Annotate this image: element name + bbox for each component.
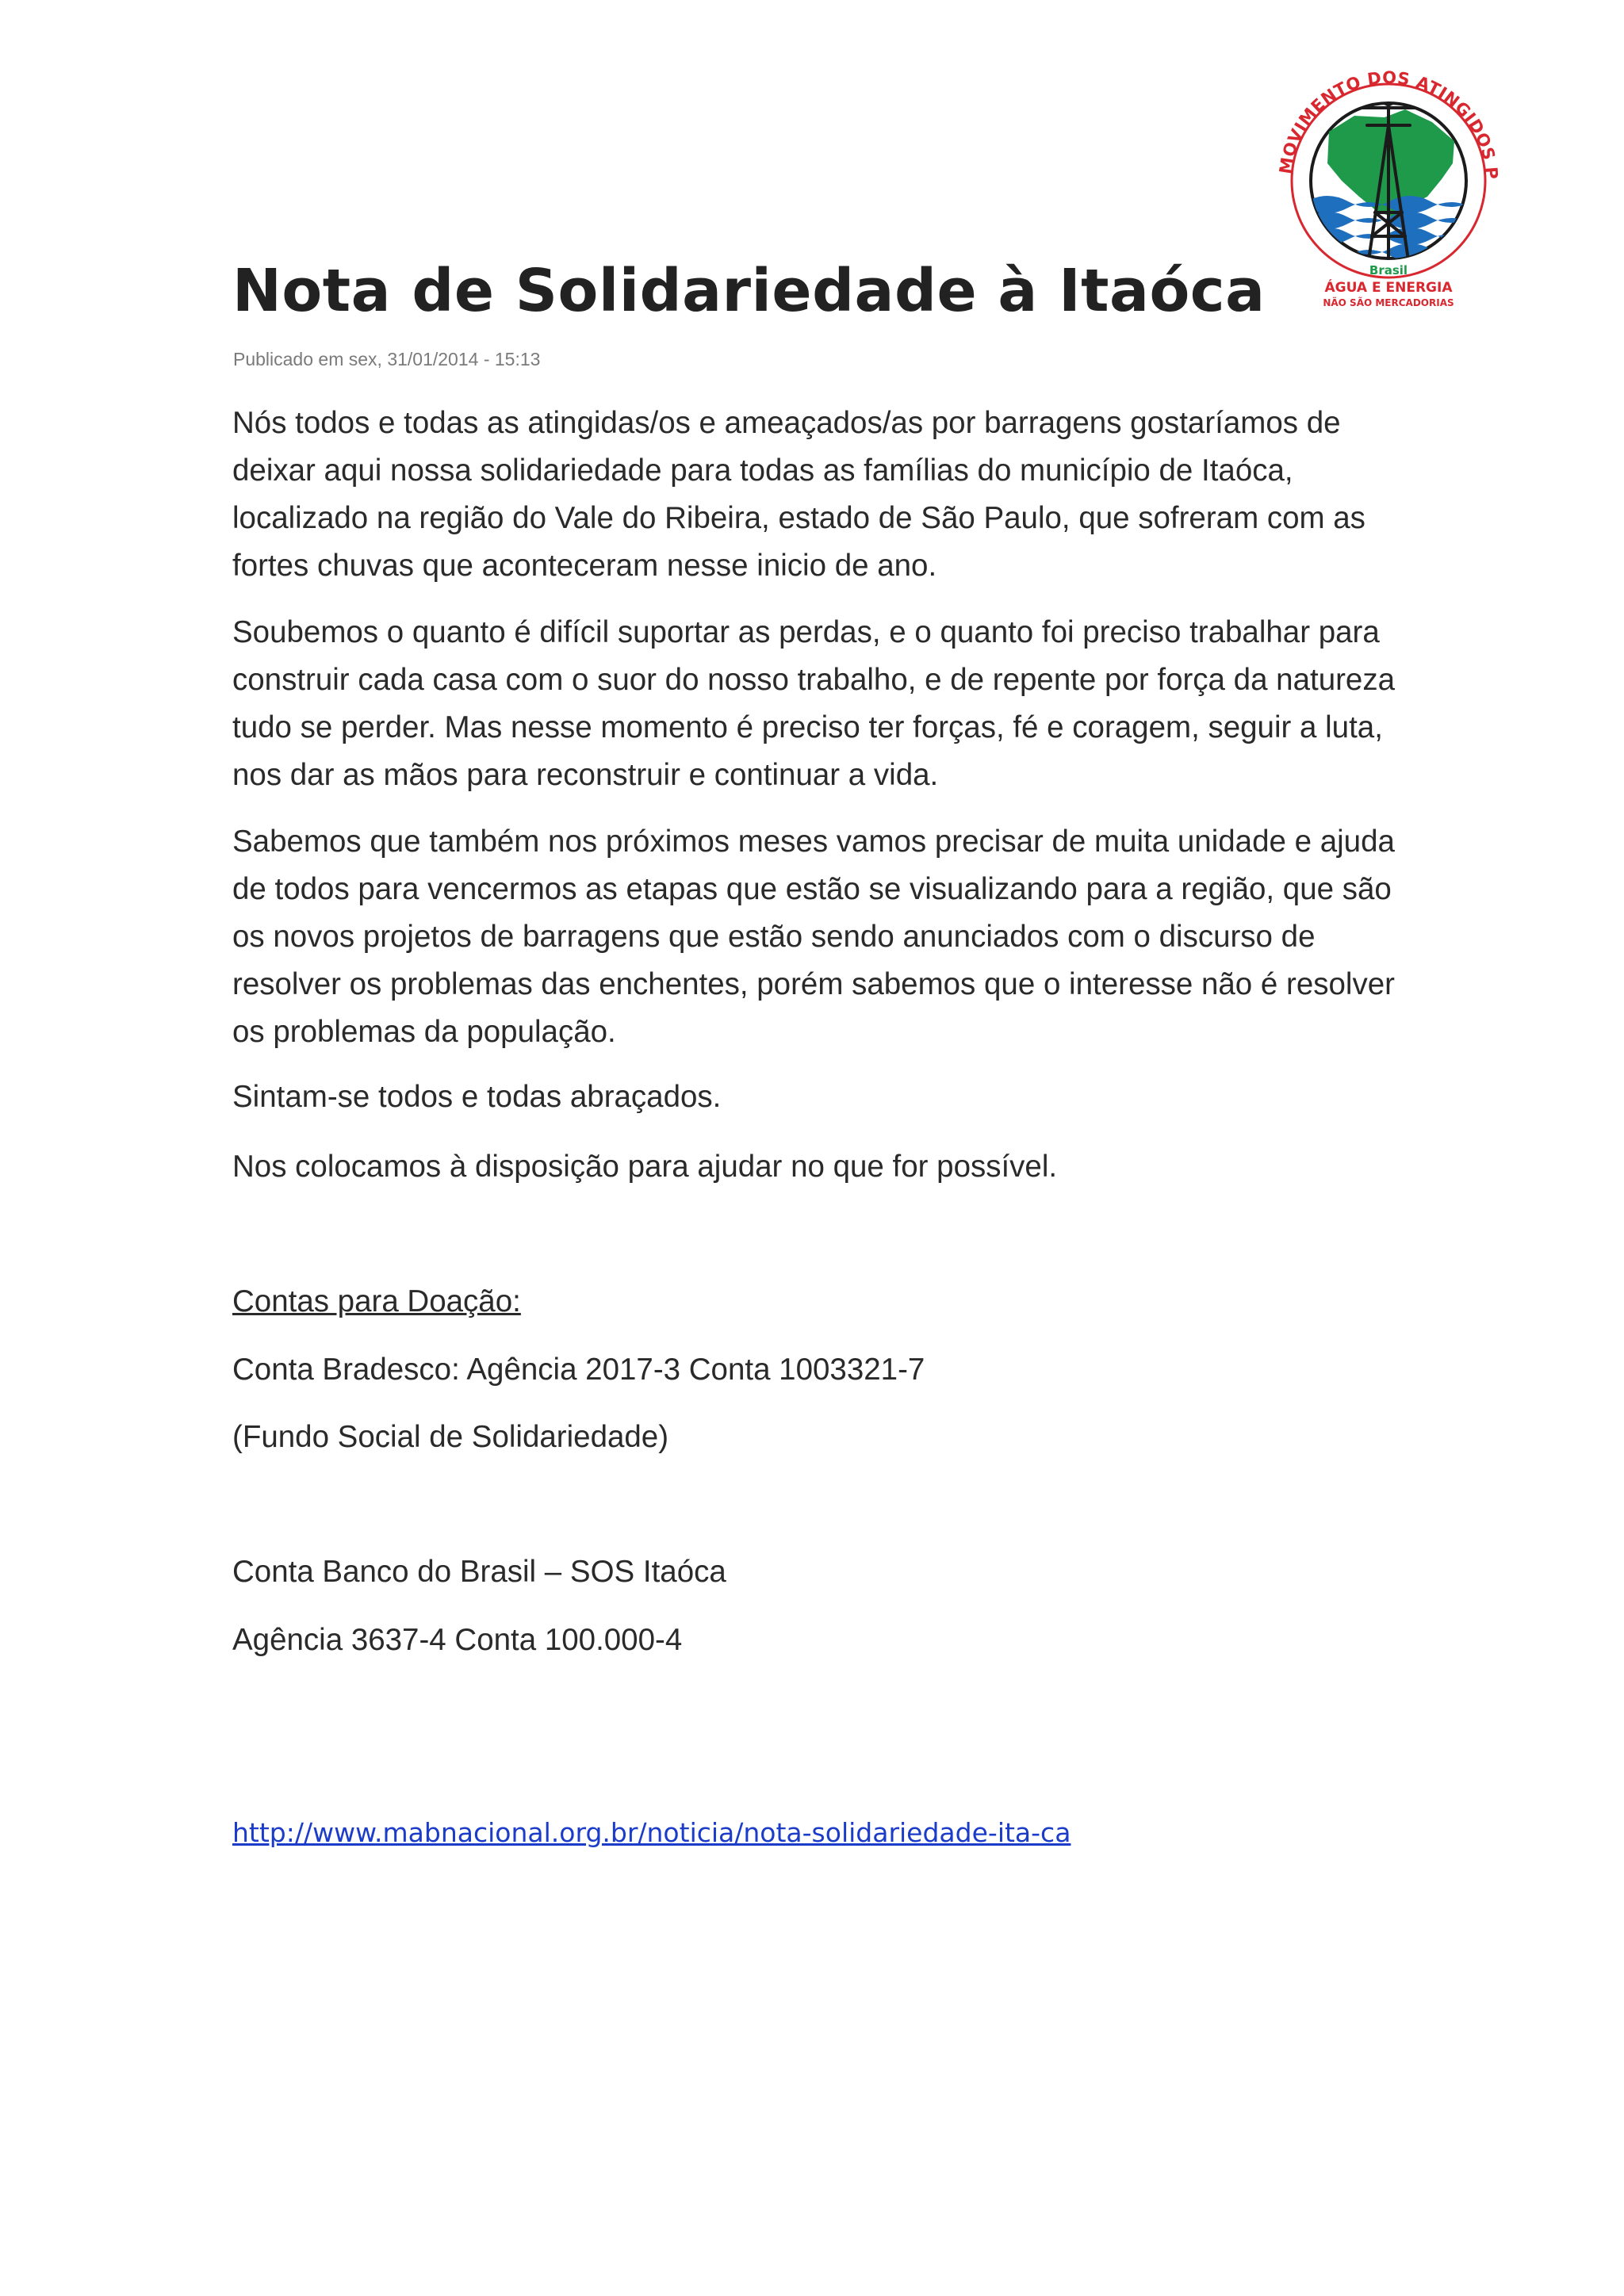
- logo-slogan-line1: ÁGUA E ENERGIA: [1324, 280, 1453, 296]
- paragraph-line: fortes chuvas que aconteceram nesse inicio de ano.: [232, 549, 937, 583]
- svg-text:MOVIMENTO DOS ATINGIDOS POR BA: MOVIMENTO DOS ATINGIDOS P: [1275, 67, 1502, 181]
- banco-do-brasil-account: Conta Banco do Brasil – SOS Itaóca: [232, 1555, 726, 1589]
- paragraph-line: deixar aqui nossa solidariedade para todas as famílias do município de Itaóca,: [232, 453, 1293, 488]
- paragraph-line: Soubemos o quanto é difícil suportar as perdas, e o quanto foi preciso trabalhar para: [232, 615, 1380, 649]
- mab-logo-graphic: [1266, 62, 1511, 316]
- paragraph-line: Nós todos e todas as atingidas/os e ameaçados/as por barragens gostaríamos de: [232, 406, 1341, 440]
- paragraph: [232, 1143, 1406, 1191]
- paragraph-line: de todos para vencermos as etapas que estão se visualizando para a região, que são: [232, 872, 1392, 906]
- mab-logo: [1266, 62, 1511, 316]
- source-link[interactable]: http://www.mabnacional.org.br/noticia/nota-solidariedade-ita-ca: [232, 1817, 1071, 1848]
- logo-country: Brasil: [1369, 263, 1408, 277]
- paragraph-line: tudo se perder. Mas nesse momento é preciso ter forças, fé e coragem, seguir a luta,: [232, 710, 1383, 744]
- logo-slogan-line2: NÃO SÃO MERCADORIAS: [1323, 297, 1454, 308]
- paragraph-line: Sabemos que também nos próximos meses vamos precisar de muita unidade e ajuda: [232, 825, 1395, 859]
- published-date: Publicado em sex, 31/01/2014 - 15:13: [233, 349, 541, 369]
- paragraph: [232, 1073, 1406, 1121]
- donation-heading: Contas para Doação:: [232, 1284, 521, 1318]
- paragraph-line: localizado na região do Vale do Ribeira, estado de São Paulo, que sofreram com as: [232, 501, 1365, 535]
- paragraph-line: Nos colocamos à disposição para ajudar no que for possível.: [232, 1150, 1058, 1184]
- paragraph-line: os novos projetos de barragens que estão sendo anunciados com o discurso de: [232, 920, 1316, 954]
- paragraph-line: Sintam-se todos e todas abraçados.: [232, 1080, 722, 1114]
- paragraph: [232, 609, 1406, 799]
- paragraph-line: resolver os problemas das enchentes, porém sabemos que o interesse não é resolver: [232, 967, 1395, 1001]
- article-title: Nota de Solidariedade à Itaóca: [232, 257, 1266, 325]
- paragraph: [232, 400, 1406, 590]
- paragraph-line: nos dar as mãos para reconstruir e continuar a vida.: [232, 758, 939, 792]
- paragraph-line: construir cada casa com o suor do nosso trabalho, e de repente por força da natureza: [232, 663, 1396, 697]
- banco-do-brasil-agency: Agência 3637-4 Conta 100.000-4: [232, 1623, 683, 1657]
- bradesco-account: Conta Bradesco: Agência 2017-3 Conta 1003321-7: [232, 1353, 925, 1387]
- paragraph-line: os problemas da população.: [232, 1015, 616, 1049]
- bradesco-account-note: (Fundo Social de Solidariedade): [232, 1420, 669, 1454]
- paragraph: [232, 818, 1406, 1056]
